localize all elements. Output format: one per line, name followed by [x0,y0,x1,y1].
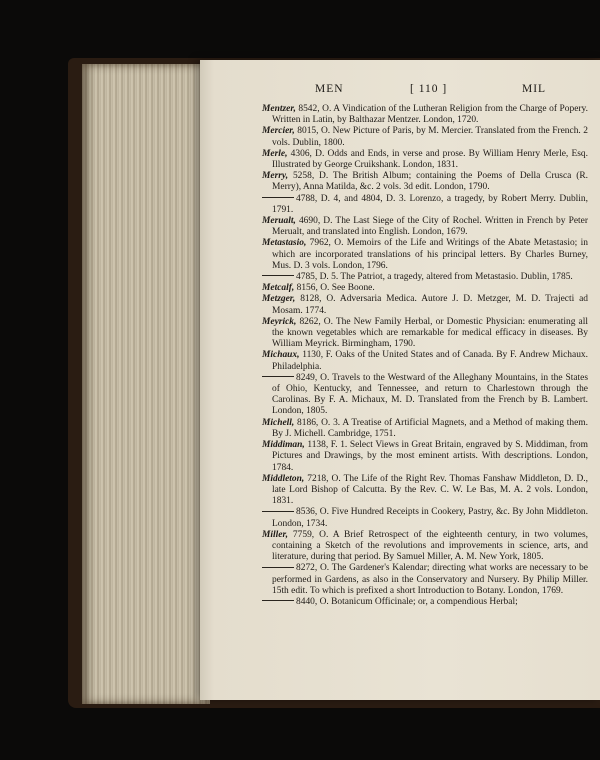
entry-text: 1130, F. Oaks of the United States and of Canada. By F. Andrew Michaux. Philadelphia. [272,350,588,372]
catalog-entry [262,126,588,148]
catalog-entry [262,350,588,372]
catalog-entry [262,294,588,316]
page-number: [ 110 ] [410,83,448,95]
entry-text: 8536, O. Five Hundred Receipts in Cookery, Pastry, &c. By John Middleton. London, 1734. [272,507,588,529]
entry-headword: Meyrick, [262,316,297,327]
page-edges [82,64,210,704]
ditto-dash [262,567,294,568]
entry-text: 4306, D. Odds and Ends, in verse and prose. By William Henry Merle, Esq. Illustrated by George Cruikshank. London, 1831. [272,148,588,171]
entry-text: 7962, O. Memoirs of the Life and Writings of the Abate Metastasio; in which are incorporated translations of his principal letters. By Charles Burney, Mus. D. 3 vols. London, 1796. [272,238,588,271]
catalog-entry [262,530,588,564]
entry-text: 8186, O. 3. A Treatise of Artificial Magnets, and a Method of making them. By J. Michell. Cambridge, 1751. [272,417,588,439]
entry-text: 8128, O. Adversaria Medica. Autore J. D. Metzger, M. D. Trajecti ad Mosam. 1774. [272,294,588,316]
entry-headword: Michaux, [262,350,300,361]
catalog-entry [262,149,588,171]
entry-headword: Metastasio, [262,238,307,249]
catalog-entry [262,194,588,216]
header-right: MIL [522,83,547,95]
catalog-entry [262,440,588,474]
entry-headword: Middiman, [262,440,305,451]
catalog-entry [262,563,588,597]
catalog-entry [262,597,588,608]
entry-headword: Middleton, [262,473,305,484]
catalog-entry [262,238,588,272]
entry-headword: Merle, [262,148,288,159]
catalog-entry [262,272,588,283]
catalog-entry [262,418,588,440]
entry-text: 5258, D. The British Album; containing the Poems of Della Crusca (R. Merry), Anna Matilda, &c. 2 vols. 3d edit. London, 1790. [272,171,588,193]
entry-text: 8262, O. The New Family Herbal, or Domestic Physician: enumerating all the known vegetables which are remarkable for medical efficacy in diseases. By William Meyrick. Birmingham, 1790. [272,316,588,350]
entry-text: 1138, F. 1. Select Views in Great Britain, engraved by S. Middiman, from Pictures and Drawings, by the most eminent artists. With descriptions. London, 1784. [272,440,588,473]
entry-text: 7218, O. The Life of the Right Rev. Thomas Fanshaw Middleton, D. D., late Lord Bishop of Calcutta. By the Rev. C. W. Le Bas, M. A. 2 vols. London, 1831. [272,473,588,507]
catalog-entry [262,283,588,294]
catalog-entry [262,507,588,529]
ditto-dash [262,275,294,276]
catalog-entry [262,171,588,193]
entry-text: 8542, O. A Vindication of the Lutheran Religion from the Charge of Popery. Written in Latin, by Balthazar Mentzer. London, 1720. [272,104,588,126]
entry-text: 8156, O. See Boone. [294,283,375,294]
entry-text: 4785, D. 5. The Patriot, a tragedy, altered from Metastasio. Dublin, 1785. [296,272,573,283]
entry-headword: Metzger, [262,294,296,305]
entry-headword: Metcalf, [262,283,295,294]
entry-text: 8015, O. New Picture of Paris, by M. Mercier. Translated from the French. 2 vols. Dublin, 1800. [272,126,588,148]
catalog-entry [262,104,588,126]
header-left: MEN [315,83,344,95]
catalog-entry [262,317,588,351]
entry-text: 8272, O. The Gardener's Kalendar; directing what works are necessary to be performed in Gardens, as also in the Conservatory and Nursery. By Philip Miller. 15th edit. To which is prefixed a short Introduction to Botany. London, 1769. [272,563,588,596]
entry-text: 4690, D. The Last Siege of the City of Rochel. Written in French by Peter Merualt, and translated into English. London, 1679. [272,216,588,238]
catalog-entry [262,216,588,238]
entry-headword: Miller, [262,529,288,540]
entry-headword: Mentzer, [262,104,296,114]
ditto-dash [262,600,294,601]
entry-headword: Merry, [262,171,289,182]
catalog-entry [262,373,588,418]
entry-text: 8440, O. Botanicum Officinale; or, a compendious Herbal; [296,596,518,607]
entry-headword: Michell, [262,417,295,428]
ditto-dash [262,376,294,377]
entry-headword: Mercier, [262,126,295,137]
entry-text: 7759, O. A Brief Retrospect of the eighteenth century, in two volumes, containing a Sketch of the revolutions and improvements in science, arts, and literature, during that period. By Samuel Miller, A. M. New York, 1805. [272,529,588,563]
entry-text: 4788, D. 4, and 4804, D. 3. Lorenzo, a tragedy, by Robert Merry. Dublin, 1791. [272,193,588,215]
catalog-entry [262,474,588,508]
entry-headword: Merualt, [262,216,296,227]
catalog-entries [262,104,588,608]
entry-text: 8249, O. Travels to the Westward of the Alleghany Mountains, in the States of Ohio, Kentucky, and Tennessee, and return to Charlestown through the Carolinas. By F. A. Michaux, M. D. Translated from the French by B. Lambert. London, 1805. [272,372,588,417]
ditto-dash [262,197,294,198]
ditto-dash [262,511,294,512]
running-header [200,83,600,99]
catalog-page [200,60,600,700]
